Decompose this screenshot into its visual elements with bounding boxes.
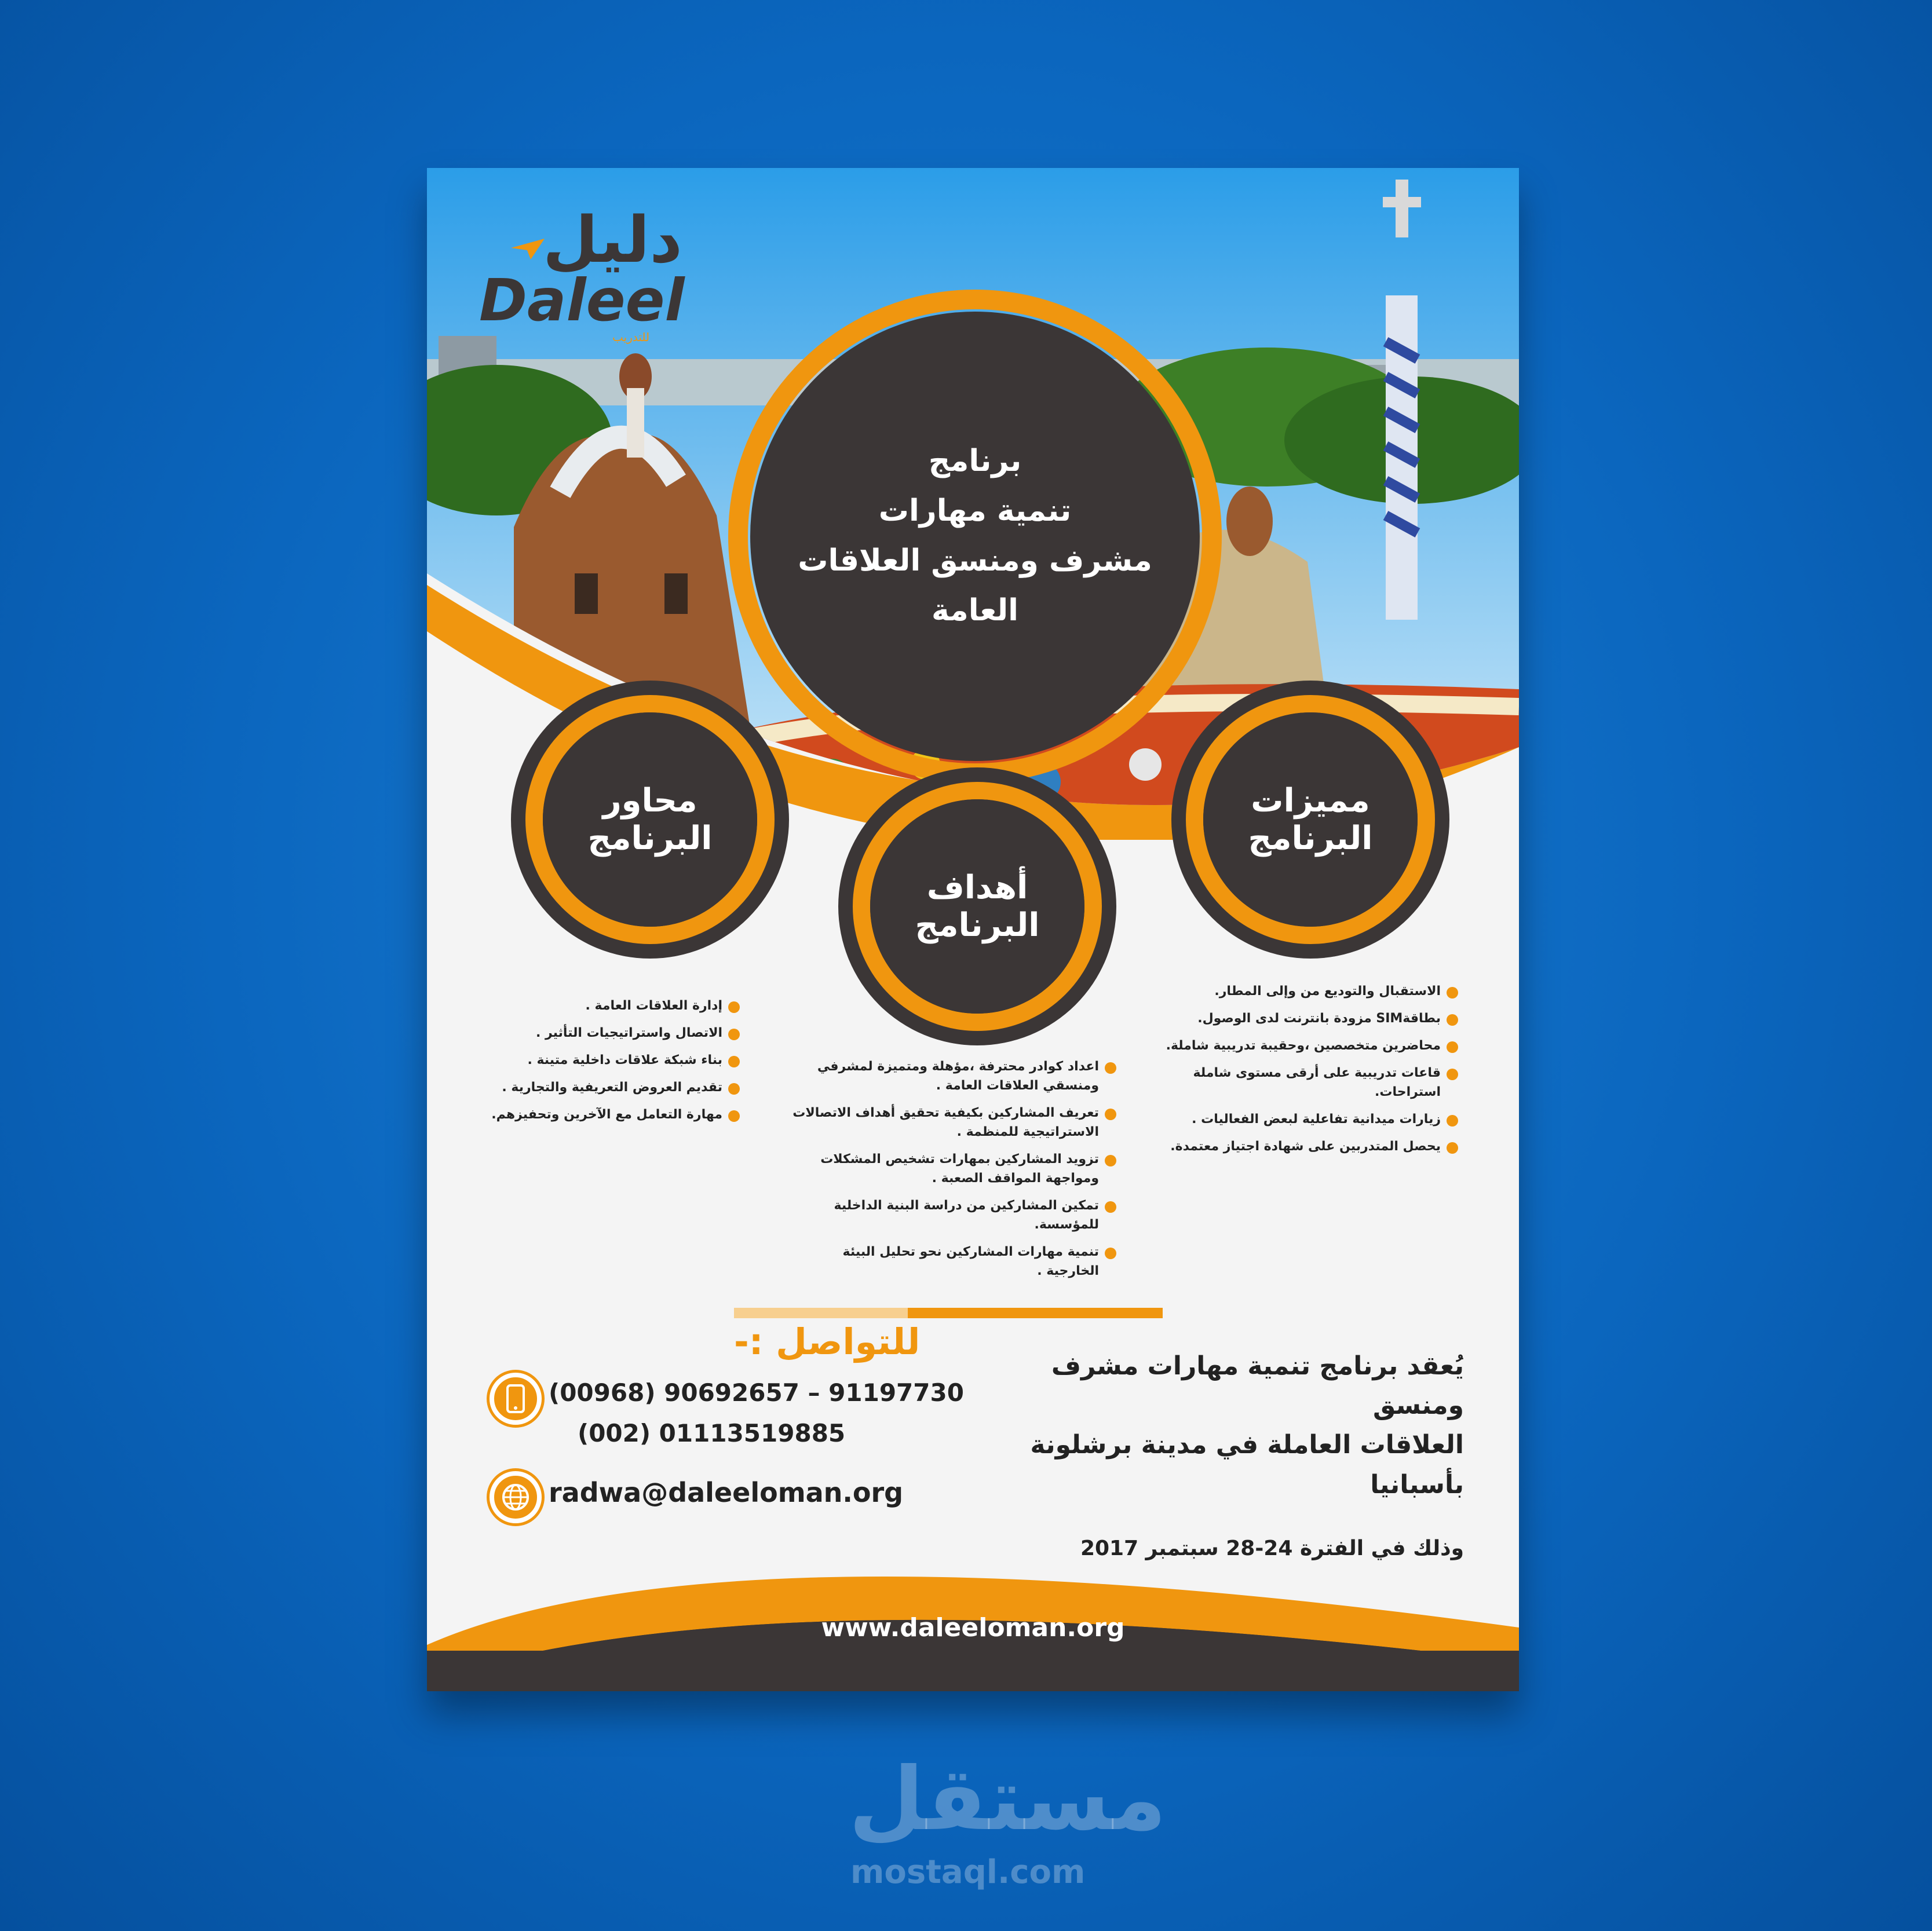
list-item: بناء شبكة علاقات داخلية متينة .	[473, 1051, 740, 1070]
paper-plane-icon	[511, 237, 546, 261]
list-item: تقديم العروض التعريفية والتجارية .	[473, 1078, 740, 1097]
phone-icon	[490, 1373, 542, 1425]
hero-line2: تنمية مهارات	[878, 493, 1072, 529]
goals-list	[786, 1057, 1116, 1289]
list-item: إدارة العلاقات العامة .	[473, 996, 740, 1015]
list-item: الاستقبال والتوديع من وإلى المطار.	[1140, 982, 1458, 1001]
mostaql-watermark-latin: mostaql.com	[850, 1853, 1086, 1891]
announcement-line2: العلاقات العاملة في مدينة برشلونة بأسبانيا	[1030, 1430, 1464, 1500]
email-link[interactable]: radwa@daleeloman.org	[549, 1477, 904, 1508]
logo-latin: Daleel	[479, 266, 685, 334]
hero-line3: مشرف ومنسق العلاقات العامة	[798, 543, 1152, 628]
mostaql-watermark-arabic: مستقل	[849, 1749, 1167, 1850]
list-item: يحصل المتدربين على شهادة اجتياز معتمدة.	[1140, 1137, 1458, 1156]
logo-arabic: دليل	[543, 203, 682, 277]
features-list	[1140, 982, 1458, 1164]
logo-tagline: للتدريب	[612, 330, 650, 344]
list-item: محاضرين متخصصين ،وحقيبة تدريبية شاملة.	[1140, 1036, 1458, 1055]
announcement-dates: وذلك في الفترة 24-28 سبتمبر 2017	[1080, 1536, 1464, 1560]
announcement-line1: يُعقد برنامج تنمية مهارات مشرف ومنسق	[1051, 1351, 1464, 1421]
phone-number-2: (002) 01113519885	[578, 1419, 846, 1447]
list-item: بطاقةSIM مزودة بانترنت لدى الوصول.	[1140, 1009, 1458, 1028]
website-link[interactable]: www.daleeloman.org	[821, 1613, 1125, 1643]
flyer-poster	[427, 168, 1519, 1691]
phone-number-1: (00968) 90692657 – 91197730	[549, 1378, 964, 1407]
goals-circle	[870, 799, 1084, 1014]
list-item: تمكين المشاركين من دراسة البنية الداخلية للمؤسسة.	[786, 1196, 1116, 1234]
globe-icon	[490, 1471, 542, 1523]
features-circle	[1203, 712, 1418, 927]
list-item: تنمية مهارات المشاركين نحو تحليل البيئة الخارجية .	[786, 1242, 1116, 1281]
list-item: الاتصال واستراتيجيات التأثير .	[473, 1023, 740, 1043]
list-item: مهارة التعامل مع الآخرين وتحفيزهم.	[473, 1105, 740, 1124]
axes-list	[473, 996, 740, 1132]
axes-title: محاور البرنامج	[587, 782, 713, 857]
divider-dark	[908, 1308, 1163, 1318]
hero-circle	[750, 312, 1200, 761]
announcement	[1006, 1347, 1464, 1565]
goals-title: أهداف البرنامج	[915, 869, 1040, 944]
features-title: مميزات البرنامج	[1248, 782, 1373, 857]
divider-light	[734, 1308, 908, 1318]
footer-band	[427, 1651, 1519, 1691]
list-item: تزويد المشاركين بمهارات تشخيص المشكلات ومواجهة المواقف الصعبة .	[786, 1150, 1116, 1188]
daleel-logo	[468, 203, 688, 342]
axes-circle	[543, 712, 757, 927]
list-item: زيارات ميدانية تفاعلية لبعض الفعاليات .	[1140, 1110, 1458, 1129]
hero-line1: برنامج	[928, 444, 1022, 479]
contact-title: للتواصل :-	[734, 1321, 921, 1363]
hero-title	[750, 437, 1200, 635]
list-item: تعريف المشاركين بكيفية تحقيق أهداف الاتصالات الاستراتيجية للمنظمة .	[786, 1103, 1116, 1142]
footer-website-wrap	[427, 1613, 1519, 1643]
list-item: قاعات تدريبية على أرقى مستوى شاملة استراحات.	[1140, 1063, 1458, 1102]
list-item: اعداد كوادر محترفة ،مؤهلة ومتميزة لمشرفي ومنسقي العلاقات العامة .	[786, 1057, 1116, 1095]
